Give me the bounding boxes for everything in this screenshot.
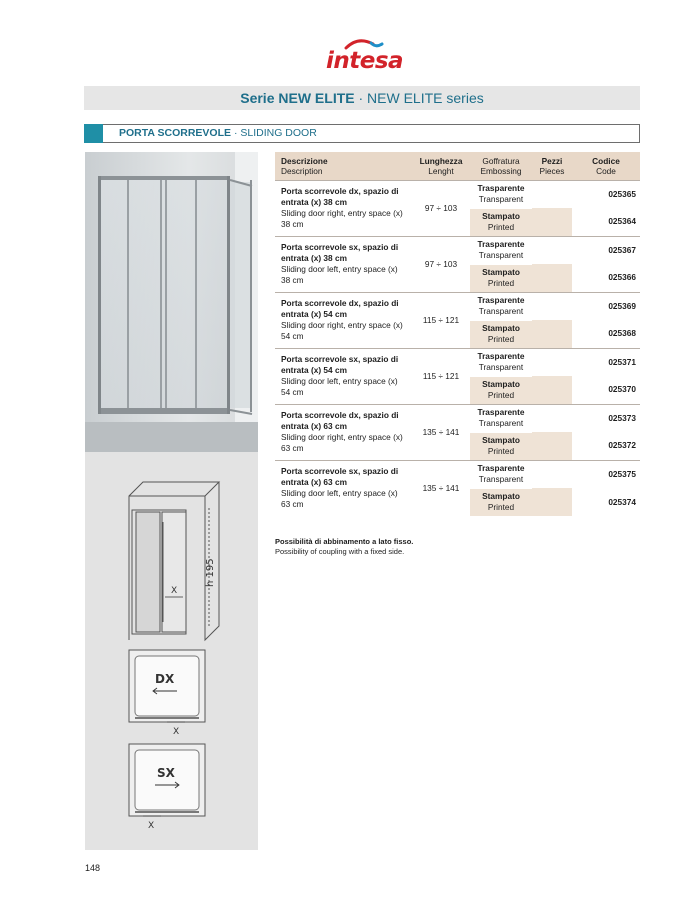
- row-length: 135 ÷ 141: [412, 404, 470, 460]
- col-header-length: Lunghezza Lenght: [412, 152, 470, 180]
- col-header-description: Descrizione Description: [275, 152, 412, 180]
- dx-plan-drawing: [129, 650, 205, 737]
- row-description: Porta scorrevole dx, spazio di entrata (x) 54 cm Sliding door right, entry space (x) 54 cm: [275, 292, 412, 348]
- row-length: 135 ÷ 141: [412, 460, 470, 516]
- height-label: h 195: [205, 558, 216, 587]
- section-separator: ·: [233, 127, 238, 139]
- row-code: 025365: [572, 180, 640, 208]
- section-title-it: PORTA SCORREVOLE: [119, 127, 232, 139]
- row-code: 025371: [572, 348, 640, 376]
- row-length: 97 ÷ 103: [412, 180, 470, 236]
- row-pieces: [532, 376, 572, 404]
- row-code: 025372: [608, 440, 636, 451]
- row-embossing: Stampato Printed: [470, 488, 532, 516]
- product-table: [275, 152, 640, 516]
- table-row: [275, 292, 640, 320]
- row-code: 025369: [572, 292, 640, 320]
- brand-name: intesa: [326, 48, 404, 74]
- row-description: Porta scorrevole dx, spazio di entrata (x) 63 cm Sliding door right, entry space (x) 63 cm: [275, 404, 412, 460]
- coupling-note: [275, 537, 413, 556]
- table-row: [275, 404, 640, 432]
- row-code: 025366: [608, 272, 636, 283]
- row-embossing: Trasparente Transparent: [470, 180, 532, 208]
- row-code: 025374: [608, 496, 636, 507]
- table-row: [275, 460, 640, 488]
- table-row: [275, 236, 640, 264]
- row-embossing: Trasparente Transparent: [470, 404, 532, 432]
- row-description: Porta scorrevole sx, spazio di entrata (x) 54 cm Sliding door left, entry space (x) 54 cm: [275, 348, 412, 404]
- row-pieces: [532, 432, 572, 460]
- section-title: [119, 125, 317, 142]
- table-row: [275, 348, 640, 376]
- section-title-en: SLIDING DOOR: [240, 127, 317, 139]
- note-it: Possibilità di abbinamento a lato fisso.: [275, 537, 414, 546]
- col-header-embossing: Goffratura Embossing: [470, 152, 532, 180]
- row-pieces: [532, 488, 572, 516]
- page-number: 148: [85, 863, 101, 873]
- row-length: 115 ÷ 121: [412, 292, 470, 348]
- brand-logo: [326, 36, 402, 78]
- row-length: 115 ÷ 121: [412, 348, 470, 404]
- row-code: 025368: [608, 328, 636, 339]
- row-embossing: Trasparente Transparent: [470, 460, 532, 488]
- row-embossing: Stampato Printed: [470, 432, 532, 460]
- row-pieces: [532, 180, 572, 208]
- row-code: 025364: [608, 216, 636, 227]
- row-description: Porta scorrevole dx, spazio di entrata (x) 38 cm Sliding door right, entry space (x) 38 cm: [275, 180, 412, 236]
- series-title-it: Serie NEW ELITE: [240, 90, 355, 106]
- sx-plan-drawing: [129, 744, 205, 831]
- row-description: Porta scorrevole sx, spazio di entrata (x) 38 cm Sliding door left, entry space (x) 38 cm: [275, 236, 412, 292]
- table-header-row: [275, 152, 640, 180]
- row-pieces: [532, 404, 572, 432]
- row-pieces: [532, 348, 572, 376]
- row-code: 025373: [572, 404, 640, 432]
- row-pieces: [532, 264, 572, 292]
- row-pieces: [532, 292, 572, 320]
- row-embossing: Trasparente Transparent: [470, 236, 532, 264]
- row-embossing: Stampato Printed: [470, 320, 532, 348]
- row-embossing: Trasparente Transparent: [470, 348, 532, 376]
- front-x-label: X: [171, 586, 178, 596]
- col-header-pieces: Pezzi Pieces: [532, 152, 572, 180]
- row-pieces: [532, 208, 572, 236]
- dx-label: DX: [155, 672, 175, 686]
- row-description: Porta scorrevole sx, spazio di entrata (x) 63 cm Sliding door left, entry space (x) 63 cm: [275, 460, 412, 516]
- dx-x-label: X: [173, 727, 180, 737]
- table-row: [275, 180, 640, 208]
- col-header-code: Codice Code: [572, 152, 640, 180]
- product-photo: [85, 152, 258, 452]
- row-pieces: [532, 320, 572, 348]
- section-title-bar: [84, 124, 640, 143]
- row-embossing: Stampato Printed: [470, 264, 532, 292]
- row-code: 025367: [572, 236, 640, 264]
- sx-x-label: X: [148, 821, 155, 831]
- series-title-en: NEW ELITE series: [367, 90, 484, 106]
- row-code: 025375: [572, 460, 640, 488]
- row-length: 97 ÷ 103: [412, 236, 470, 292]
- row-embossing: Stampato Printed: [470, 208, 532, 236]
- row-pieces: [532, 236, 572, 264]
- row-pieces: [532, 460, 572, 488]
- series-separator: ·: [358, 90, 364, 106]
- row-embossing: Stampato Printed: [470, 376, 532, 404]
- row-code: 025370: [608, 384, 636, 395]
- series-title-bar: [84, 86, 640, 110]
- note-en: Possibility of coupling with a fixed side.: [275, 546, 405, 556]
- sx-label: SX: [157, 766, 175, 780]
- row-embossing: Trasparente Transparent: [470, 292, 532, 320]
- technical-drawings: [85, 452, 258, 850]
- section-marker: [84, 124, 103, 143]
